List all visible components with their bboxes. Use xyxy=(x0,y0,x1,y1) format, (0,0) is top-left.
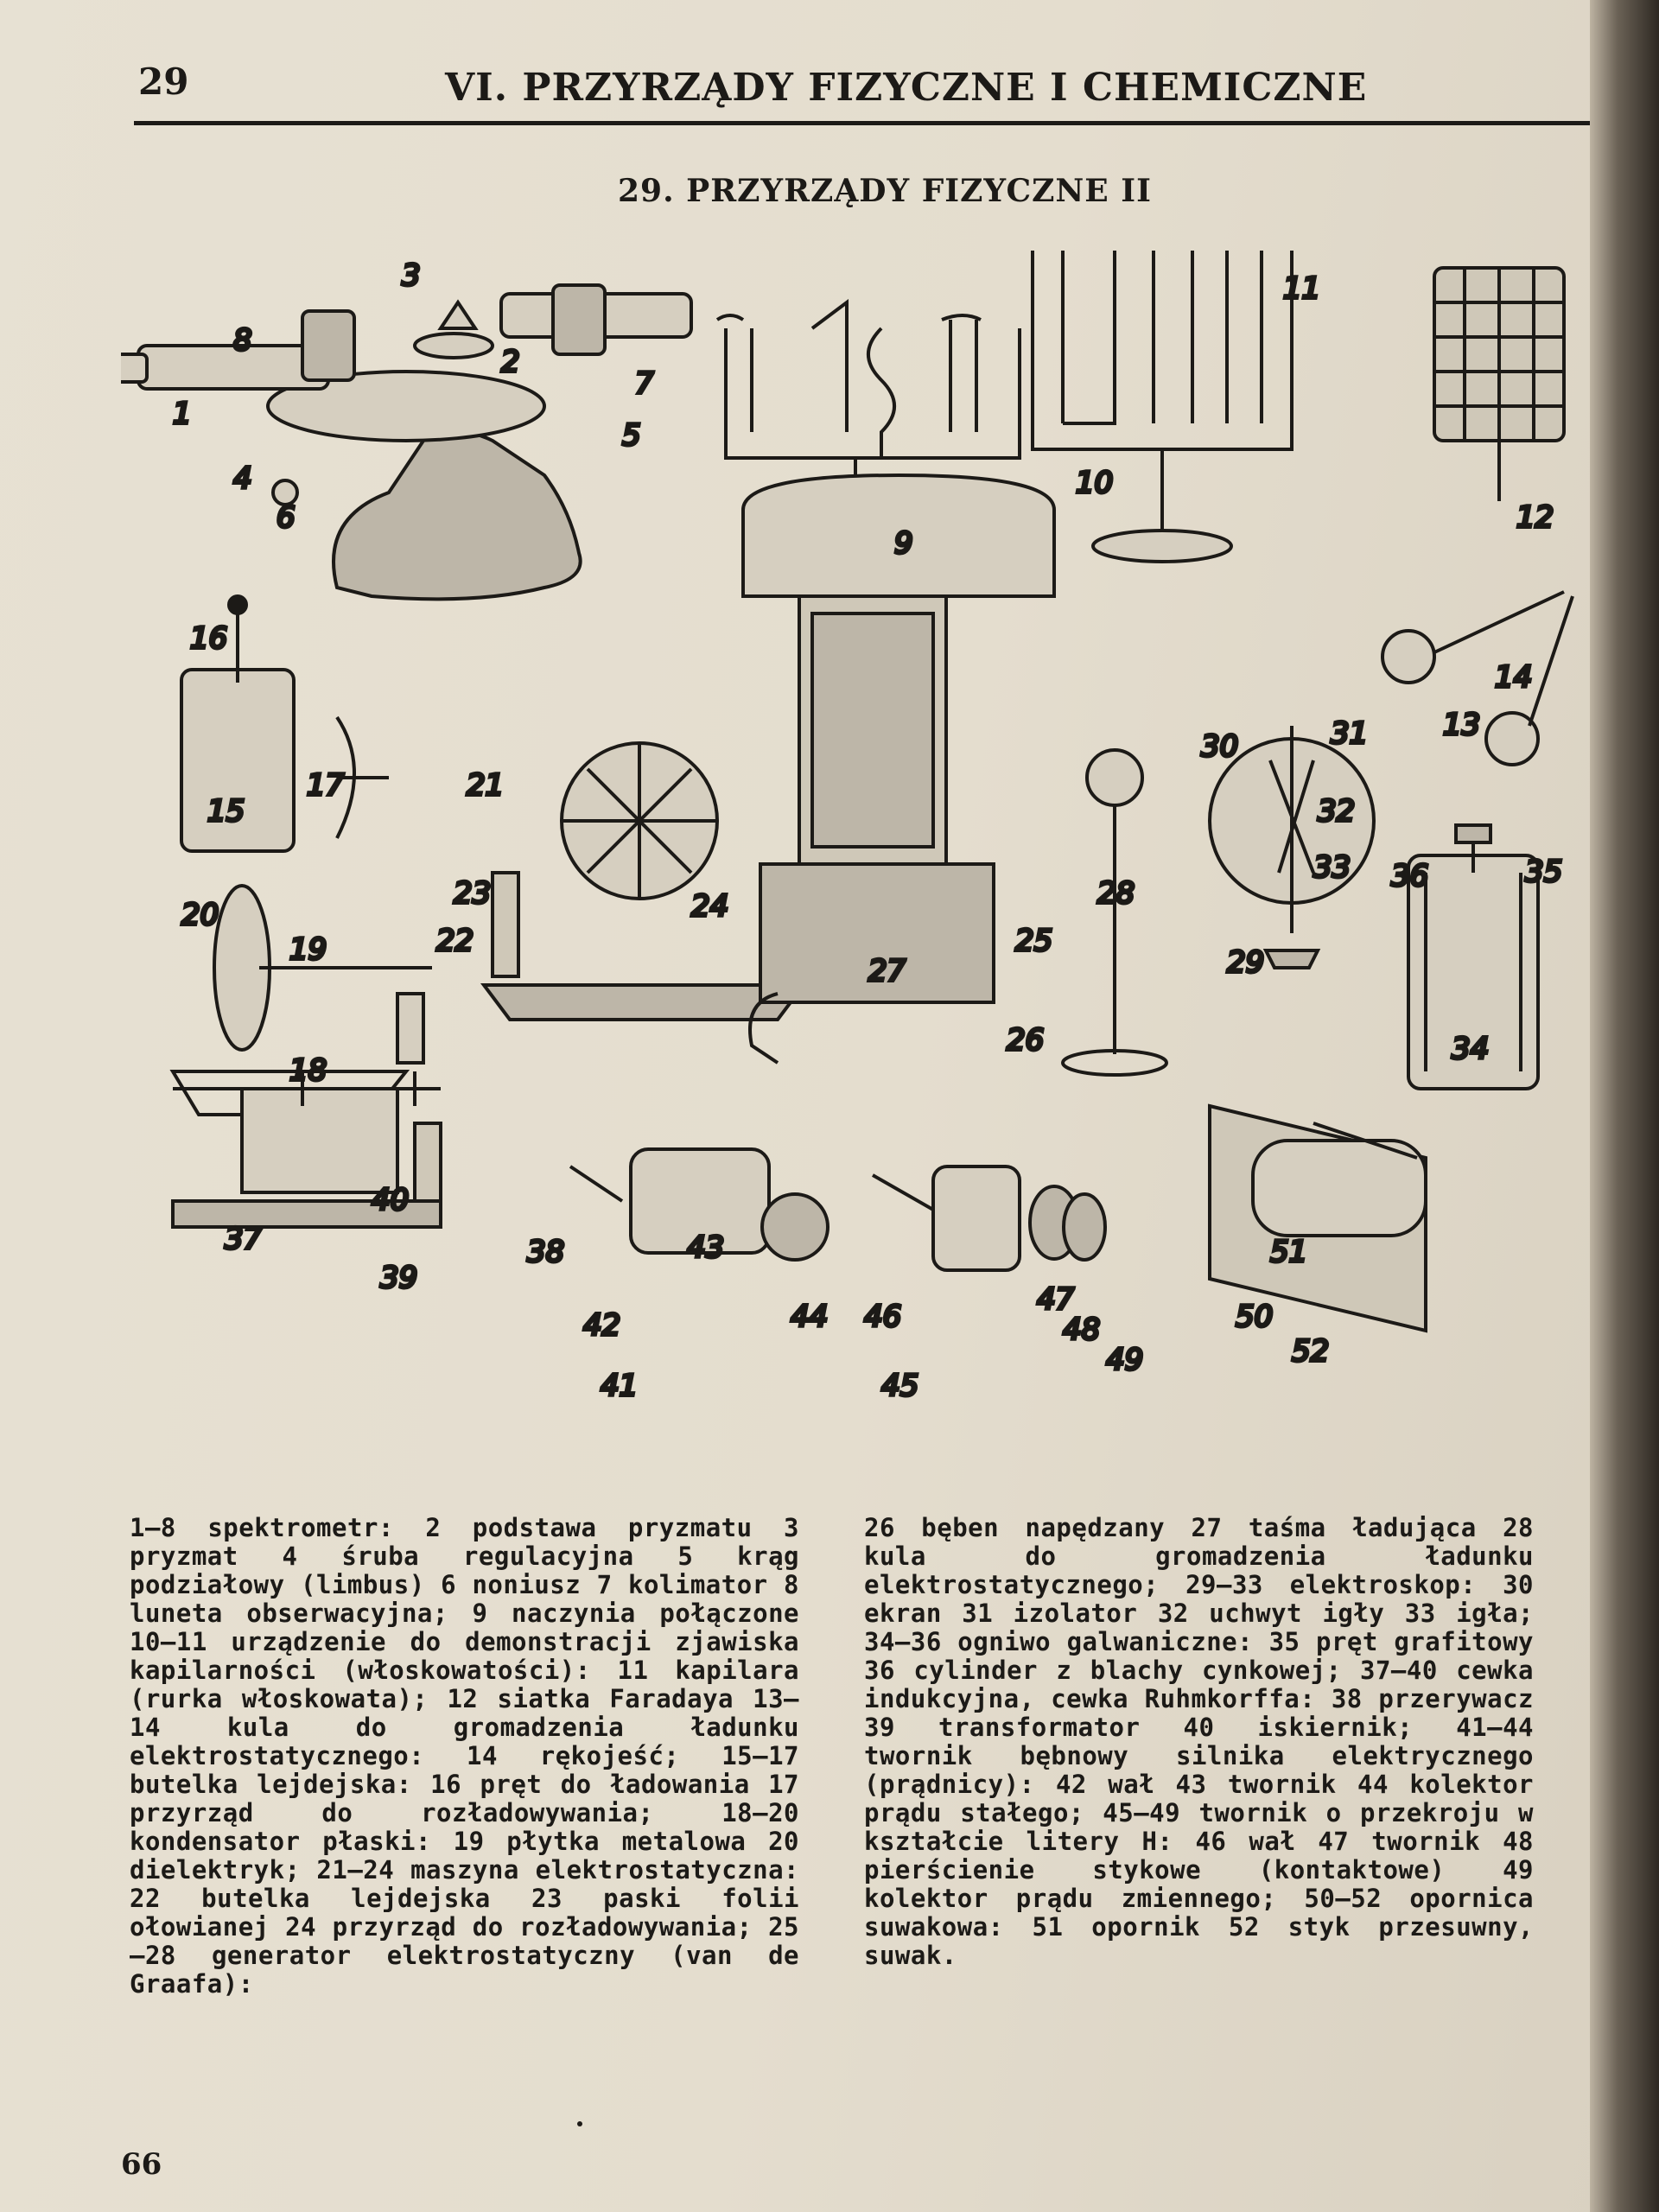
apparatus-drawings xyxy=(121,233,1590,1460)
illustration-plate xyxy=(121,233,1590,1460)
figure-label: 35 xyxy=(1525,855,1563,889)
caption-column-right: 26 bęben napędzany 27 taśma ładująca 28 kula do gromadzenia ładunku elektrostatycznego; 29—33 elektroskop: 30 ekran 31 izolator 32 uchwyt igły 33 igła; 34—36 ogniwo galwaniczne: 35 pręt grafitowy 36 cylinder z blachy cynkowej; 37—40 cewka indukcyjna, cewka Ruhmkorffa: 38 przerywacz 39 transformator 40 iskiernik; 41—44 twornik bębnowy silnika elektrycznego (prądnicy): 42 wał 43 twornik 44 kolektor prądu stałego; 45—49 twornik o przekroju w kształcie litery H: 46 wał 47 twornik 48 pierścienie stykowe (kontaktowe) 49 kolektor prądu zmiennego; 50—52 opornica suwakowa: 51 opornik 52 styk przesuwny, suwak. xyxy=(864,1513,1534,1970)
faraday-cage-drawing xyxy=(1434,268,1564,501)
figure-label: 3 xyxy=(402,258,421,293)
figure-label: 22 xyxy=(436,924,474,958)
figure-label: 6 xyxy=(276,500,296,535)
figure-label: 38 xyxy=(527,1235,565,1269)
figure-label: 2 xyxy=(501,345,520,379)
figure-label: 52 xyxy=(1292,1334,1330,1369)
figure-label: 5 xyxy=(622,418,641,453)
h-armature-drawing xyxy=(873,1166,1105,1270)
figure-label: 10 xyxy=(1076,466,1114,500)
figure-label: 45 xyxy=(881,1369,919,1403)
figure-label: 13 xyxy=(1443,708,1481,742)
figure-label: 25 xyxy=(1015,924,1053,958)
figure-label: 28 xyxy=(1097,876,1135,911)
figure-label: 39 xyxy=(380,1261,418,1295)
figure-label: 9 xyxy=(894,526,913,561)
figure-label: 8 xyxy=(233,323,252,358)
figure-label: 23 xyxy=(454,876,492,911)
figure-label: 17 xyxy=(307,768,345,803)
footer-page-number: 66 xyxy=(121,2147,162,2182)
figure-label: 40 xyxy=(372,1183,410,1217)
figure-label: 29 xyxy=(1227,945,1265,980)
figure-label: 1 xyxy=(173,397,192,431)
figure-label: 50 xyxy=(1236,1300,1274,1334)
figure-label: 31 xyxy=(1331,716,1369,751)
capillarity-apparatus-drawing xyxy=(1033,251,1292,562)
rheostat-drawing xyxy=(1210,1106,1426,1331)
figure-label: 34 xyxy=(1452,1032,1490,1066)
figure-label: 16 xyxy=(190,621,228,656)
figure-label: 18 xyxy=(289,1053,327,1088)
figure-label: 41 xyxy=(601,1369,639,1403)
print-dot xyxy=(577,2121,582,2126)
figure-label: 26 xyxy=(1007,1023,1045,1058)
figure-label: 19 xyxy=(289,932,327,967)
figure-label: 48 xyxy=(1063,1313,1101,1347)
figure-label: 44 xyxy=(791,1300,829,1334)
spectrometer-drawing xyxy=(121,285,691,599)
figure-label: 30 xyxy=(1201,729,1239,764)
figure-label: 37 xyxy=(225,1222,263,1256)
figure-label: 14 xyxy=(1495,660,1533,695)
figure-label: 7 xyxy=(635,366,654,401)
figure-label: 36 xyxy=(1391,859,1429,893)
figure-label: 49 xyxy=(1106,1343,1144,1377)
figure-label: 15 xyxy=(207,794,245,829)
figure-label: 27 xyxy=(868,954,906,988)
electrostatic-machine-drawing xyxy=(484,743,804,1020)
plate-subtitle: 29. PRZYRZĄDY FIZYCZNE II xyxy=(618,173,1152,209)
figure-label: 32 xyxy=(1318,794,1356,829)
figure-label: 51 xyxy=(1270,1235,1308,1269)
figure-label: 46 xyxy=(864,1300,902,1334)
figure-label: 11 xyxy=(1283,271,1321,306)
figure-label: 20 xyxy=(181,898,219,932)
van-de-graaff-generator-drawing xyxy=(743,475,1166,1075)
header-page-number: 29 xyxy=(138,60,189,103)
figure-label: 33 xyxy=(1313,850,1351,885)
figure-label: 12 xyxy=(1516,500,1554,535)
figure-label: 4 xyxy=(233,461,252,496)
page-header xyxy=(134,52,1633,125)
book-spine-shadow xyxy=(1590,0,1659,2212)
figure-label: 43 xyxy=(687,1230,725,1265)
figure-label: 24 xyxy=(691,889,729,924)
caption-column-left: 1—8 spektrometr: 2 podstawa pryzmatu 3 pryzmat 4 śruba regulacyjna 5 krąg podziałowy (limbus) 6 noniusz 7 kolimator 8 luneta obserwacyjna; 9 naczynia połączone 10—11 urządzenie do demonstracji zjawiska kapilarności (włoskowatości): 11 kapilara (rurka włoskowata); 12 siatka Faradaya 13—14 kula do gromadzenia ładunku elektrostatycznego: 14 rękojeść; 15—17 butelka lejdejska: 16 pręt do ładowania 17 przyrząd do rozładowywania; 18—20 kondensator płaski: 19 płytka metalowa 20 dielektryk; 21—24 maszyna elektrostatyczna: 22 butelka lejdejska 23 paski folii ołowianej 24 przyrząd do rozładowywania; 25—28 generator elektrostatyczny (van de Graafa): xyxy=(130,1513,799,1999)
chapter-title: VI. PRZYRZĄDY FIZYCZNE I CHEMICZNE xyxy=(445,66,1368,110)
figure-label: 42 xyxy=(583,1308,621,1343)
figure-label: 47 xyxy=(1037,1282,1075,1317)
figure-label: 21 xyxy=(467,768,505,803)
